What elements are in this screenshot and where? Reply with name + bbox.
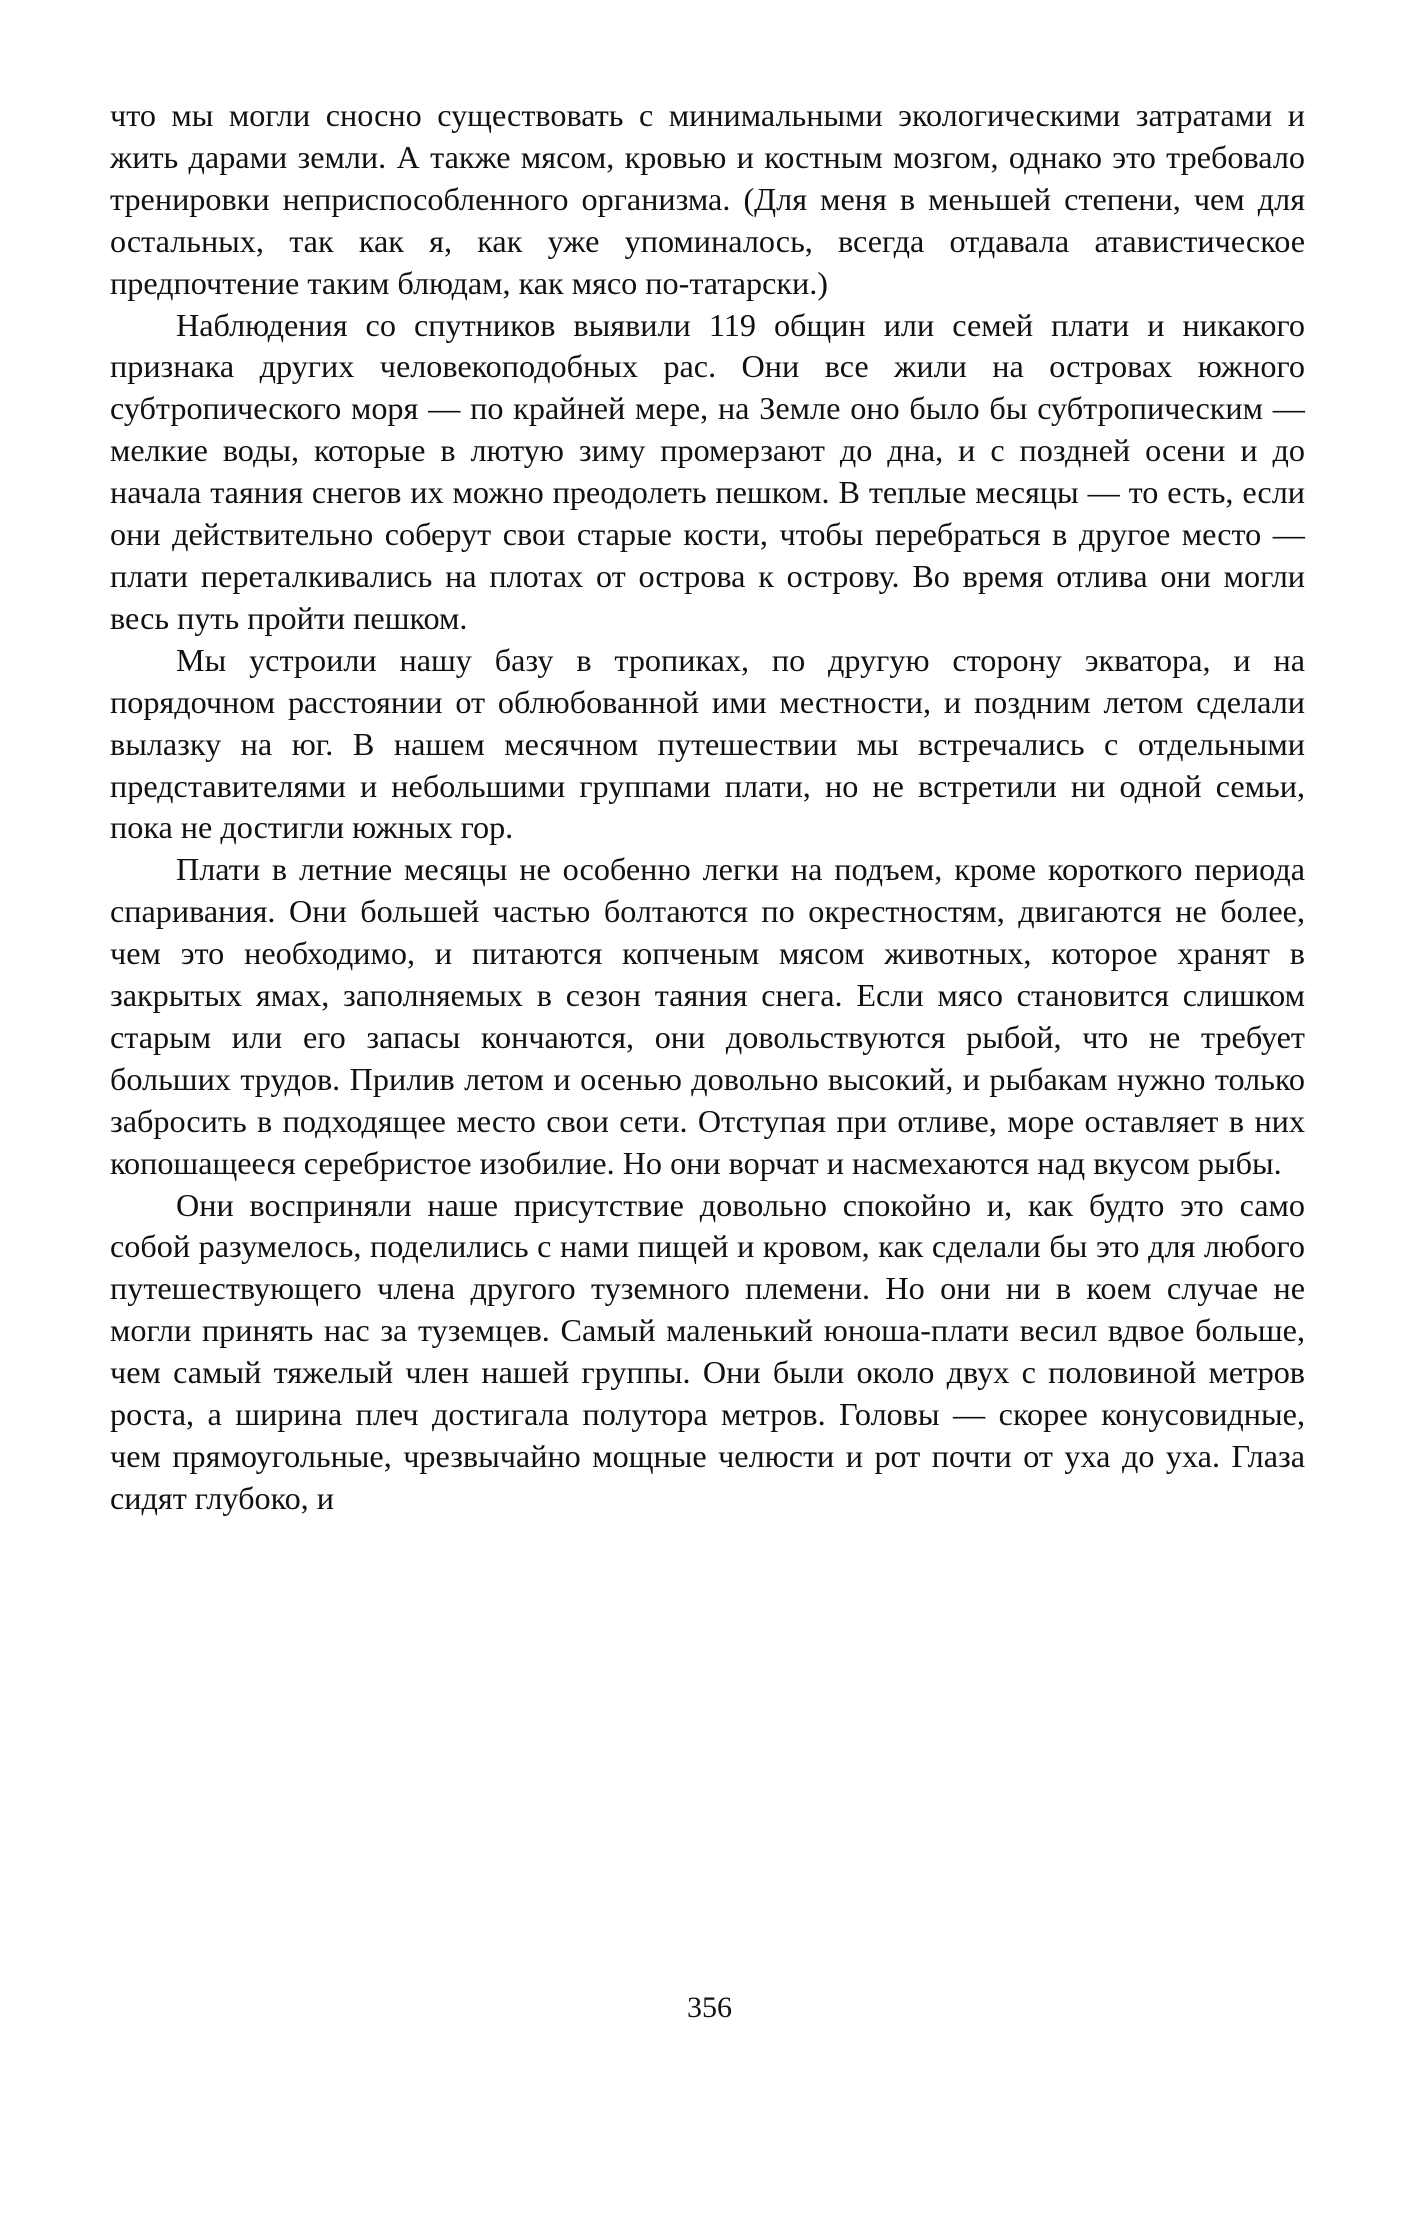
paragraph-4: Плати в летние месяцы не особенно легки на подъем, кроме короткого периода спаривания. Они большей частью болтаются по окрестностям, двигаются не более, чем это необходимо, и питаются копченым мясом животных, которое хранят в закрытых ямах, заполняемых в сезон таяния снега. Если мясо становится слишком старым или его запасы кончаются, они довольствуются рыбой, что не требует больших трудов. Прилив летом и осенью довольно высокий, и рыбакам нужно только забросить в подходящее место свои сети. Отступая при отливе, море оставляет в них копошащееся серебристое изобилие. Но они ворчат и насмехаются над вкусом рыбы. — [110, 851, 1305, 1181]
paragraph-2: Наблюдения со спутников выявили 119 общин или семей плати и никакого признака других человекоподобных рас. Они все жили на островах южного субтропического моря — по крайней мере, на Земле оно было бы субтропическим — мелкие воды, которые в лютую зиму промерзают до дна, и с поздней осени и до начала таяния снегов их можно преодолеть пешком. В теплые месяцы — то есть, если они действительно соберут свои старые кости, чтобы перебраться в другое место — плати переталкивались на плотах от острова к острову. Во время отлива они могли весь путь пройти пешком. — [110, 306, 1305, 636]
page-number: 356 — [687, 1991, 732, 2024]
paragraph-3: Мы устроили нашу базу в тропиках, по другую сторону экватора, и на порядочном расстоянии от облюбованной ими местности, и поздним летом сделали вылазку на юг. В нашем месячном путешествии мы встречались с отдельными представителями и небольшими группами плати, но не встретили ни одной семьи, пока не достигли южных гор. — [110, 641, 1305, 846]
body-text — [110, 95, 1305, 1520]
paragraph-1: что мы могли сносно существовать с минимальными экологическими затратами и жить дарами земли. А также мясом, кровью и костным мозгом, однако это требовало тренировки неприспособленного организма. (Для меня в меньшей степени, чем для остальных, так как я, как уже упоминалось, всегда отдавала атавистическое предпочтение таким блюдам, как мясо по-татарски.) — [110, 97, 1305, 301]
paragraph-5: Они восприняли наше присутствие довольно спокойно и, как будто это само собой разумелось, поделились с нами пищей и кровом, как сделали бы это для любого путешествующего члена другого туземного племени. Но они ни в коем случае не могли принять нас за туземцев. Самый маленький юноша-плати весил вдвое больше, чем самый тяжелый член нашей группы. Они были около двух с половиной метров роста, а ширина плеч достигала полутора метров. Головы — скорее конусовидные, чем прямоугольные, чрезвычайно мощные челюсти и рот почти от уха до уха. Глаза сидят глубоко, и — [110, 1186, 1305, 1516]
